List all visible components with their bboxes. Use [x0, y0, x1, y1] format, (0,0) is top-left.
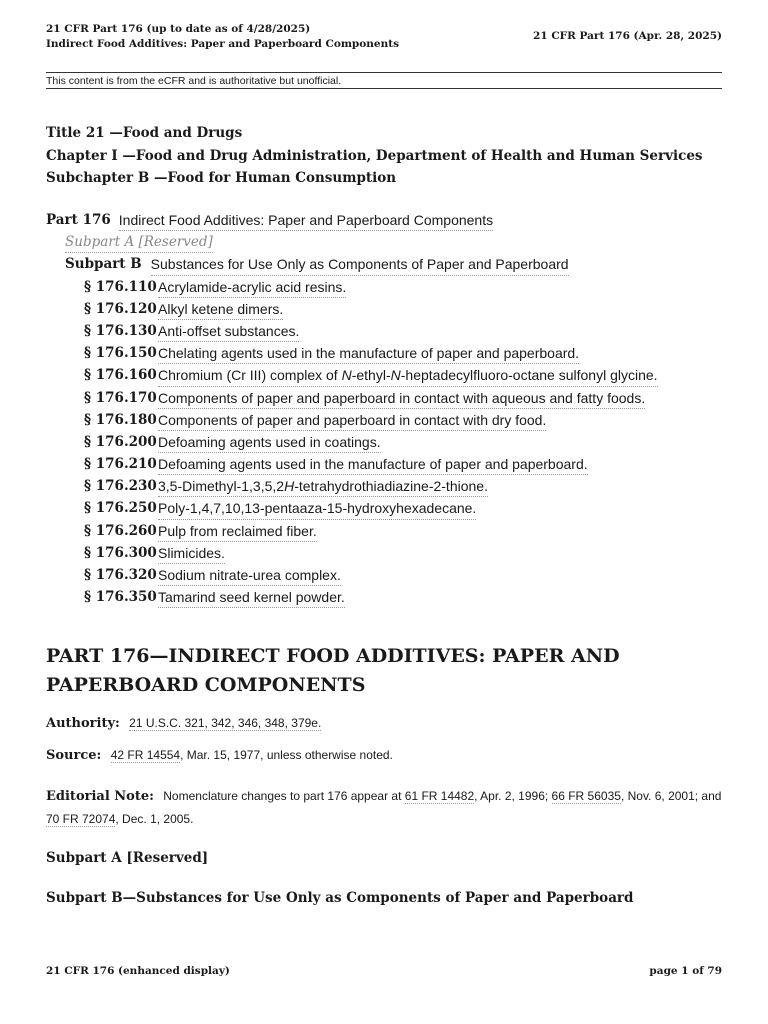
section-link[interactable]	[158, 320, 299, 342]
section-title-segment: Poly-1,4,7,10,13-pentaaza-15-hydroxyhexadecane.	[158, 500, 477, 517]
section-number: § 176.210	[84, 456, 157, 473]
section-title-segment: Chromium (Cr III) complex of	[158, 367, 342, 384]
toc-section-row	[46, 497, 658, 519]
toc-section-row	[46, 431, 658, 453]
source-line	[46, 744, 722, 767]
unofficial-notice: This content is from the eCFR and is authoritative but unofficial.	[46, 72, 722, 89]
section-number: § 176.200	[84, 433, 157, 450]
section-number: § 176.150	[84, 345, 157, 362]
toc-section-row	[46, 586, 658, 608]
header-subtitle-line: Indirect Food Additives: Paper and Paperboard Components	[46, 37, 399, 50]
section-link[interactable]	[158, 276, 346, 298]
toc-subpart-b-row	[46, 253, 658, 275]
toc-section-list	[46, 276, 658, 609]
section-link[interactable]	[158, 497, 476, 519]
section-link[interactable]	[158, 586, 345, 608]
section-title-segment: Defoaming agents used in the manufacture of paper and paperboard.	[158, 456, 588, 473]
header-citation: 21 CFR Part 176 (Apr. 28, 2025)	[533, 30, 722, 42]
toc-part-label: Part 176	[46, 212, 111, 228]
section-number: § 176.110	[84, 278, 157, 295]
source-link[interactable]: 42 FR 14554	[110, 748, 181, 762]
toc-subpart-a-link[interactable]: Subpart A [Reserved]	[65, 231, 213, 253]
section-title-segment: Acrylamide-acrylic acid resins.	[158, 278, 347, 295]
section-link[interactable]	[158, 542, 225, 564]
section-title-segment: Defoaming agents used in coatings.	[158, 433, 381, 450]
authority-link[interactable]: 21 U.S.C. 321, 342, 346, 348, 379e.	[129, 716, 322, 730]
hierarchy-block	[46, 122, 703, 190]
editorial-link-3[interactable]: 70 FR 72074	[46, 812, 116, 826]
section-title-segment: N	[341, 367, 352, 384]
toc-subpart-a	[46, 231, 658, 253]
header-left	[46, 22, 399, 51]
toc-section-row	[46, 453, 658, 475]
source-label: Source:	[46, 748, 102, 763]
toc-section-row	[46, 320, 658, 342]
section-number: § 176.260	[84, 522, 157, 539]
section-title-segment: 3,5-Dimethyl-1,3,5,2	[158, 478, 285, 495]
chapter-heading: Chapter I —Food and Drug Administration, Department of Health and Human Services	[46, 147, 703, 164]
editorial-text-3: , Nov. 6, 2001; and	[620, 789, 722, 803]
section-number: § 176.160	[84, 367, 157, 384]
section-title-segment: Components of paper and paperboard in contact with aqueous and fatty foods.	[158, 389, 646, 406]
subpart-b-heading: Subpart B—Substances for Use Only as Components of Paper and Paperboard	[46, 890, 634, 906]
section-link[interactable]	[158, 342, 579, 364]
section-title-segment: -tetrahydrothiadiazine-2-thione.	[294, 478, 488, 495]
section-link[interactable]	[158, 475, 488, 497]
section-title-segment: Sodium nitrate-urea complex.	[158, 567, 341, 583]
section-title-segment: -heptadecylfluoro-octane sulfonyl glycine.	[400, 367, 658, 384]
toc-subpart-b-label: Subpart B	[65, 256, 142, 273]
section-title-segment: Alkyl ketene dimers.	[158, 300, 284, 317]
section-number: § 176.230	[84, 478, 157, 495]
section-number: § 176.180	[84, 411, 157, 428]
editorial-text-1: Nomenclature changes to part 176 appear at	[163, 789, 405, 803]
section-number: § 176.130	[84, 322, 157, 339]
section-title-segment: Tamarind seed kernel powder.	[158, 589, 345, 606]
authority-label: Authority:	[46, 716, 120, 731]
editorial-link-2[interactable]: 66 FR 56035	[551, 789, 621, 803]
section-link[interactable]	[158, 453, 588, 475]
section-title-segment: Anti-offset substances.	[158, 322, 300, 339]
section-number: § 176.300	[84, 544, 157, 561]
section-title-segment: Chelating agents used in the manufacture of paper and paperboard.	[158, 345, 580, 362]
authority-line	[46, 712, 722, 735]
editorial-text-2: , Apr. 2, 1996;	[474, 789, 552, 803]
section-title-segment: Pulp from reclaimed fiber.	[158, 522, 317, 539]
toc-subpart-b-link[interactable]: Substances for Use Only as Components of Paper and Paperboard	[151, 253, 569, 275]
toc-section-row	[46, 387, 658, 409]
section-number: § 176.320	[84, 567, 157, 583]
toc-section-row	[46, 475, 658, 497]
section-number: § 176.350	[84, 589, 157, 606]
section-link[interactable]	[158, 409, 546, 431]
toc-section-row	[46, 564, 658, 586]
toc-section-row	[46, 342, 658, 364]
section-title-segment: Slimicides.	[158, 544, 225, 561]
section-number: § 176.250	[84, 500, 157, 517]
section-link[interactable]	[158, 298, 283, 320]
section-title-segment: Components of paper and paperboard in contact with dry food.	[158, 411, 547, 428]
toc-section-row	[46, 364, 658, 386]
subpart-a-heading: Subpart A [Reserved]	[46, 850, 209, 866]
toc-section-row	[46, 409, 658, 431]
subchapter-heading: Subchapter B —Food for Human Consumption	[46, 170, 397, 186]
page-header	[46, 20, 722, 72]
header-title-line: 21 CFR Part 176 (up to date as of 4/28/2025)	[46, 23, 311, 35]
footer-left: 21 CFR 176 (enhanced display)	[46, 965, 230, 977]
section-link[interactable]	[158, 431, 381, 453]
section-link[interactable]	[158, 387, 645, 409]
toc-section-row	[46, 276, 658, 298]
section-number: § 176.170	[84, 389, 157, 406]
part-heading: PART 176—INDIRECT FOOD ADDITIVES: PAPER AND PAPERBOARD COMPONENTS	[46, 645, 620, 696]
editorial-note	[46, 785, 722, 830]
source-text: , Mar. 15, 1977, unless otherwise noted.	[180, 748, 393, 762]
editorial-text-4: , Dec. 1, 2005.	[115, 812, 194, 826]
section-link[interactable]	[158, 520, 317, 542]
page-number: page 1 of 79	[649, 965, 722, 977]
section-number: § 176.120	[84, 300, 157, 317]
section-link[interactable]	[158, 364, 658, 386]
toc-section-row	[46, 298, 658, 320]
section-title-segment: -ethyl-	[351, 367, 391, 384]
toc-section-row	[46, 520, 658, 542]
title-heading: Title 21 —Food and Drugs	[46, 125, 243, 141]
section-title-segment: N	[390, 367, 401, 384]
toc-section-row	[46, 542, 658, 564]
section-link[interactable]	[158, 564, 341, 586]
table-of-contents	[46, 209, 658, 608]
section-title-segment: H	[284, 478, 295, 495]
editorial-label: Editorial Note:	[46, 789, 154, 804]
editorial-link-1[interactable]: 61 FR 14482	[404, 789, 475, 803]
toc-part-row	[46, 209, 658, 231]
toc-part-link[interactable]: Indirect Food Additives: Paper and Paperboard Components	[119, 209, 493, 231]
